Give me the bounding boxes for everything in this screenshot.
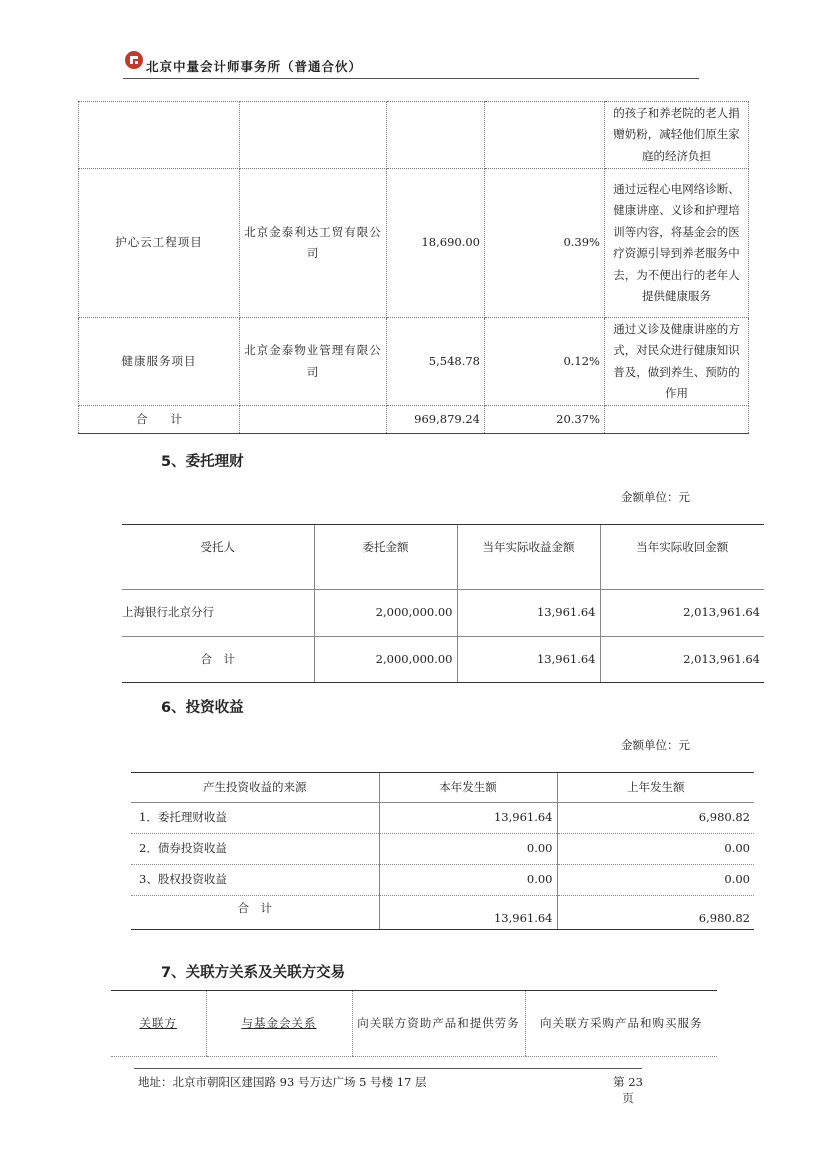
total-previous: 6,980.82 — [557, 896, 754, 930]
column-header-cell — [111, 991, 206, 1057]
previous-cell: 0.00 — [557, 834, 754, 865]
funding-header: 向关联方资助产品和提供劳务 — [352, 991, 525, 1057]
table-row — [122, 590, 764, 637]
total-recovered: 2,013,961.64 — [600, 637, 764, 683]
amount-cell: 5,548.78 — [387, 318, 485, 406]
header-divider — [123, 78, 699, 79]
partner-name: 北京金泰利达工贸有限公司 — [240, 169, 387, 318]
total-amount: 969,879.24 — [387, 406, 485, 434]
column-header: 当年实际收回金额 — [600, 525, 764, 590]
total-income: 13,961.64 — [457, 637, 600, 683]
current-cell: 13,961.64 — [379, 803, 557, 834]
section-7-title: 7、关联方关系及关联方交易 — [161, 965, 346, 981]
current-cell: 0.00 — [379, 865, 557, 896]
page-number: 第 23 页 — [613, 1075, 643, 1105]
empty-cell — [240, 406, 387, 434]
amount-cell: 18,690.00 — [387, 169, 485, 318]
table-row — [131, 834, 754, 865]
total-label: 合 计 — [122, 637, 314, 683]
partner-name: 北京金泰物业管理有限公司 — [240, 318, 387, 406]
total-row — [122, 637, 764, 683]
column-header: 产生投资收益的来源 — [131, 773, 379, 803]
source-cell: 2．债券投资收益 — [131, 834, 379, 865]
amount-cell — [387, 102, 485, 169]
column-header-cell — [206, 991, 352, 1057]
total-row — [79, 406, 749, 434]
total-row — [131, 896, 754, 930]
previous-cell: 6,980.82 — [557, 803, 754, 834]
previous-cell: 0.00 — [557, 865, 754, 896]
column-header: 当年实际收益金额 — [457, 525, 600, 590]
income-cell: 13,961.64 — [457, 590, 600, 637]
amount-cell: 2,000,000.00 — [314, 590, 457, 637]
section-6-unit: 金额单位：元 — [621, 738, 690, 752]
current-cell: 0.00 — [379, 834, 557, 865]
table-row — [79, 318, 749, 406]
table-header-row — [111, 991, 717, 1057]
total-amount: 2,000,000.00 — [314, 637, 457, 683]
project-name — [79, 102, 240, 169]
ratio-cell: 0.12% — [485, 318, 605, 406]
firm-logo-icon — [124, 50, 144, 70]
footer-address: 地址：北京市朝阳区建国路 93 号万达广场 5 号楼 17 层 — [138, 1075, 427, 1089]
section-5-title: 5、委托理财 — [161, 454, 244, 470]
total-label: 合 计 — [131, 896, 379, 930]
description-cell: 通过义诊及健康讲座的方式，对民众进行健康知识普及，做到养生、预防的作用 — [605, 318, 749, 406]
total-ratio: 20.37% — [485, 406, 605, 434]
related-party-table — [111, 990, 717, 1057]
project-name: 护心云工程项目 — [79, 169, 240, 318]
column-header: 本年发生额 — [379, 773, 557, 803]
purchase-header: 向关联方采购产品和购买服务 — [525, 991, 717, 1057]
trustee-cell: 上海银行北京分行 — [122, 590, 314, 637]
ratio-cell: 0.39% — [485, 169, 605, 318]
ratio-cell — [485, 102, 605, 169]
entrusted-finance-table — [122, 524, 764, 683]
table-header-row — [122, 525, 764, 590]
relation-header: 与基金会关系 — [241, 1015, 317, 1030]
section-5-unit: 金额单位：元 — [621, 490, 690, 504]
column-header: 委托金额 — [314, 525, 457, 590]
table-row — [131, 803, 754, 834]
table-row — [79, 102, 749, 169]
source-cell: 3、股权投资收益 — [131, 865, 379, 896]
footer-divider — [134, 1068, 642, 1069]
related-party-header: 关联方 — [139, 1015, 177, 1030]
section-6-title: 6、投资收益 — [161, 700, 244, 716]
column-header: 上年发生额 — [557, 773, 754, 803]
firm-name: 北京中量会计师事务所（普通合伙） — [146, 59, 363, 74]
total-label: 合 计 — [79, 406, 240, 434]
column-header: 受托人 — [122, 525, 314, 590]
project-table — [78, 101, 749, 434]
recovered-cell: 2,013,961.64 — [600, 590, 764, 637]
total-current: 13,961.64 — [379, 896, 557, 930]
empty-cell — [605, 406, 749, 434]
table-header-row — [131, 773, 754, 803]
partner-name — [240, 102, 387, 169]
table-row — [131, 865, 754, 896]
table-row — [79, 169, 749, 318]
source-cell: 1．委托理财收益 — [131, 803, 379, 834]
project-name: 健康服务项目 — [79, 318, 240, 406]
description-cell: 通过远程心电网络诊断、健康讲座、义诊和护理培训等内容，将基金会的医疗资源引导到养老服务中去，为不便出行的老年人提供健康服务 — [605, 169, 749, 318]
investment-income-table — [131, 772, 754, 930]
description-cell: 的孩子和养老院的老人捐赠奶粉，减轻他们原生家庭的经济负担 — [605, 102, 749, 169]
